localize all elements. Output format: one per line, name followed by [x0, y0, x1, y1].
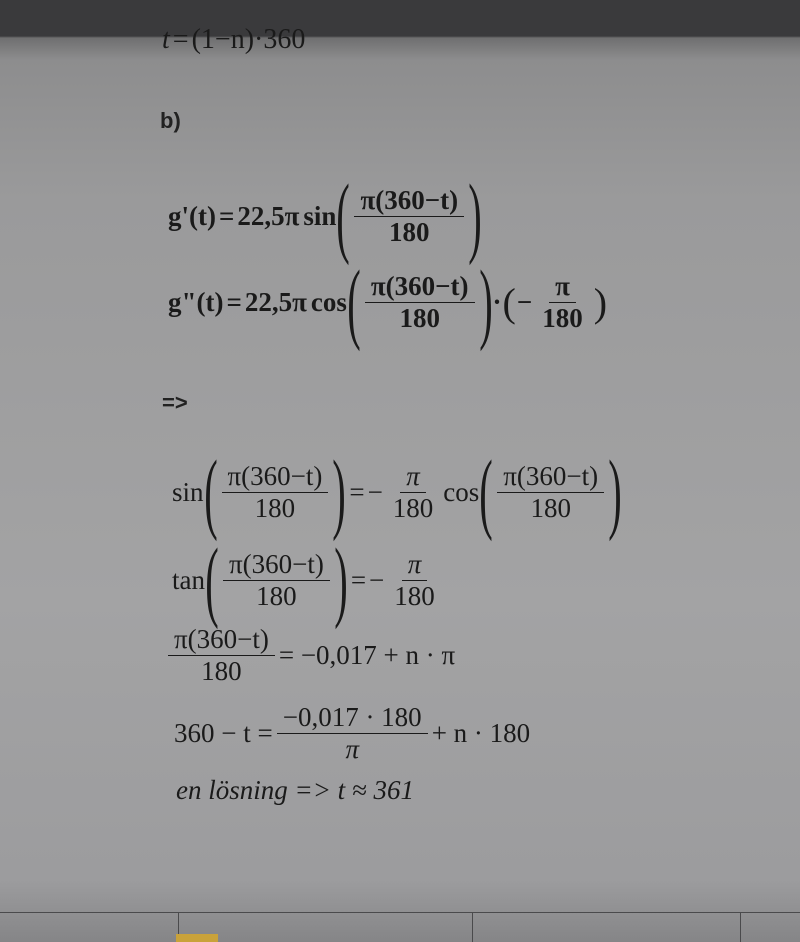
implies-arrow: => — [162, 390, 188, 415]
fraction — [222, 461, 329, 524]
highlight-marker — [176, 934, 218, 942]
t-variable: t — [162, 24, 170, 55]
equation-rhs: + n · 180 — [431, 718, 531, 749]
fraction-denominator: 180 — [392, 493, 434, 523]
fraction-numerator: π(360−t) — [497, 461, 604, 493]
sin-cos-equation — [172, 443, 622, 542]
tan-function: tan — [172, 565, 205, 595]
g-double-prime-equation — [168, 253, 608, 352]
equation-rhs: = −0,017 + n · π — [278, 640, 456, 671]
fraction-denominator: 180 — [254, 493, 296, 523]
equals-sign: = — [218, 201, 235, 231]
minus-sign: − — [369, 565, 385, 595]
fraction-denominator: 180 — [389, 217, 430, 247]
cos-function: cos — [443, 477, 480, 507]
fraction-numerator: π — [549, 271, 576, 303]
sin-function: sin — [303, 201, 337, 231]
fraction-equation — [168, 624, 455, 687]
fraction — [365, 271, 475, 334]
left-paren-icon: ( — [347, 253, 361, 352]
fraction — [277, 702, 428, 765]
g-double-prime-lhs: g"(t) — [168, 287, 224, 317]
fraction-denominator: 180 — [394, 581, 435, 611]
right-paren-icon: ) — [334, 531, 348, 630]
fraction-numerator: π — [402, 549, 428, 581]
right-paren-icon: ) — [468, 167, 482, 266]
factor-sign: − — [516, 287, 533, 317]
pi-over-180-fraction — [388, 549, 441, 612]
left-paren-icon: ( — [479, 443, 494, 542]
multiply-dot: · — [492, 287, 502, 317]
right-paren-icon: ) — [593, 279, 608, 325]
fraction-numerator: π(360−t) — [168, 624, 275, 656]
left-paren-icon: ( — [205, 531, 219, 630]
fraction-denominator: π — [345, 734, 359, 765]
pi-over-180-fraction — [536, 271, 589, 334]
equation-t-formula — [162, 24, 305, 56]
right-paren-icon: ) — [478, 253, 493, 352]
coefficient: 22,5π — [237, 201, 300, 231]
fraction — [497, 461, 604, 524]
solution-line: en lösning => t ≈ 361 — [176, 775, 415, 805]
g-prime-equation — [168, 167, 482, 266]
fraction — [168, 624, 275, 687]
page-divider — [0, 912, 800, 913]
left-paren-icon: ( — [336, 167, 351, 266]
fraction-denominator: 180 — [530, 493, 571, 523]
part-label: b) — [160, 108, 181, 133]
fraction-denominator: 180 — [542, 303, 583, 333]
solve-equation — [174, 702, 530, 765]
tan-equation — [172, 531, 445, 630]
fraction-numerator: π(360−t) — [365, 271, 475, 303]
right-paren-icon: ) — [608, 443, 622, 542]
equals-sign: = — [349, 477, 365, 507]
equation-lhs: 360 − t = — [174, 718, 273, 749]
equals-sign: = — [172, 24, 189, 55]
fraction — [223, 549, 330, 612]
divider-tick — [472, 912, 473, 942]
right-paren-icon: ) — [332, 443, 347, 542]
left-paren-icon: ( — [203, 443, 218, 542]
fraction-numerator: π(360−t) — [223, 549, 330, 581]
fraction-numerator: π — [400, 461, 426, 493]
fraction-numerator: π(360−t) — [354, 185, 464, 217]
cos-function: cos — [310, 287, 347, 317]
equals-sign: = — [350, 565, 367, 595]
sin-function: sin — [172, 477, 204, 507]
fraction — [354, 185, 464, 248]
fraction-numerator: −0,017 · 180 — [277, 702, 428, 734]
minus-sign: − — [367, 477, 383, 507]
coefficient: 22,5π — [244, 287, 307, 317]
fraction-numerator: π(360−t) — [222, 461, 329, 493]
t-formula-rhs: (1−n)·360 — [191, 24, 306, 55]
fraction-denominator: 180 — [201, 656, 242, 687]
equals-sign: = — [226, 287, 242, 317]
fraction-denominator: 180 — [256, 581, 297, 611]
divider-tick — [740, 912, 741, 942]
pi-over-180-fraction — [387, 461, 440, 524]
g-prime-lhs: g'(t) — [168, 201, 216, 231]
fraction-denominator: 180 — [399, 303, 440, 333]
left-paren-icon: ( — [502, 279, 516, 325]
